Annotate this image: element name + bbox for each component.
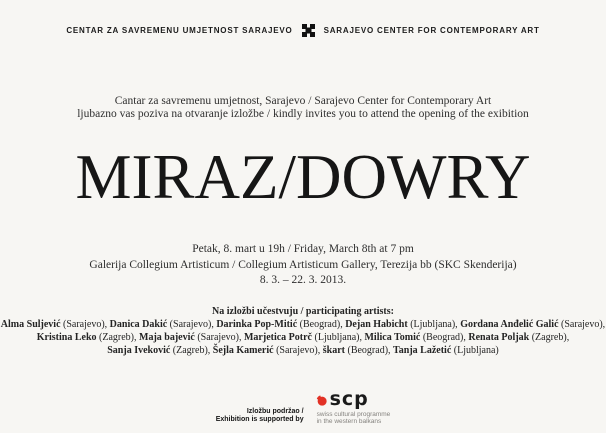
header-left-text: CENTAR ZA SAVREMENU UMJETNOST SARAJEVO — [66, 26, 293, 35]
scp-swirl-icon — [316, 393, 327, 404]
scp-subtext — [317, 411, 391, 426]
scp-logo-block — [316, 387, 391, 426]
event-venue: Galerija Collegium Artisticum / Collegium Artisticum Gallery, Terezija bb (SKC Skenderija) — [89, 258, 517, 271]
artist-line: Kristina Leko (Zagreb), Maja bajević (Sarajevo), Marjetica Potrč (Ljubljana), Milica Tomić (Beograd), Renata Poljak (Zagreb), — [36, 331, 570, 343]
exhibition-title: MIRAZ/DOWRY — [75, 142, 531, 212]
footer — [0, 387, 606, 426]
support-label-line-1: Izložbu podržao / — [246, 407, 304, 415]
header — [0, 0, 606, 37]
header-right-text: SARAJEVO CENTER FOR CONTEMPORARY ART — [323, 26, 540, 35]
artists-heading: Na izložbi učestvuju / participating artists: — [212, 305, 394, 317]
event-duration: 8. 3. – 22. 3. 2013. — [259, 274, 347, 286]
artists-lines — [0, 318, 606, 357]
x-mark-logo-icon — [302, 24, 315, 37]
support-label-line-2: Exhibition is supported by — [215, 416, 304, 423]
event-date-time: Petak, 8. mart u 19h / Friday, March 8th at 7 pm — [192, 243, 414, 255]
invitation-line-1: Cantar za savremenu umjetnost, Sarajevo / Sarajevo Center for Contemporary Art — [114, 95, 492, 107]
artist-line: Alma Suljević (Sarajevo), Danica Dakić (Sarajevo), Darinka Pop-Mitić (Beograd), Dejan Habicht (Ljubljana), Gordana Anđelić Galić (Sarajevo), — [0, 318, 606, 330]
artist-line: Sanja Iveković (Zagreb), Šejla Kamerić (Sarajevo), škart (Beograd), Tanja Lažetić (Ljubljana) — [107, 344, 499, 356]
invitation-line-2: ljubazno vas poziva na otvaranje izložbe / kindly invites you to attend the opening of the exibition — [77, 108, 529, 120]
scp-subtext-line-1: swiss cultural programme — [316, 410, 391, 418]
support-label — [216, 408, 304, 426]
artists-section — [0, 305, 606, 357]
invitation-text — [0, 95, 606, 121]
scp-subtext-line-2: in the western balkans — [316, 418, 382, 425]
scp-wordmark: scp — [329, 387, 369, 410]
event-details — [0, 242, 606, 289]
